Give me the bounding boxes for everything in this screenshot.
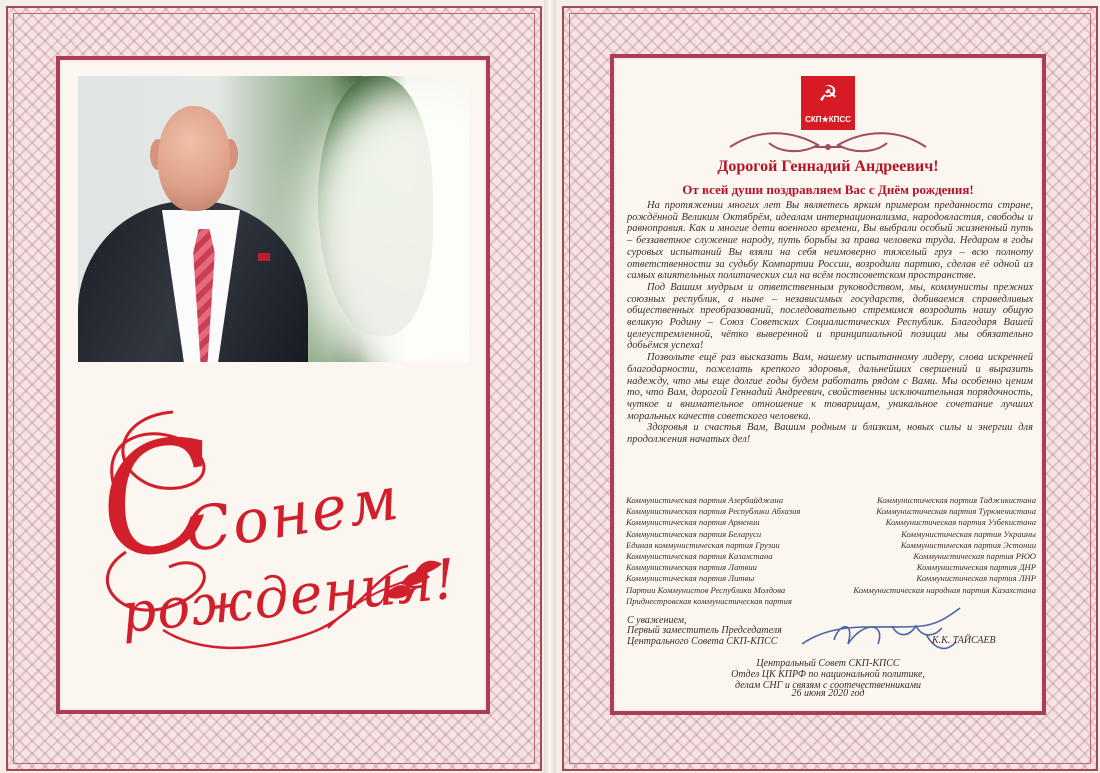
party-list-left	[626, 495, 800, 607]
card-fold-gutter	[544, 0, 556, 773]
portrait-head	[158, 106, 230, 211]
closing-text: С уважением,	[627, 615, 687, 626]
party-name: Коммунистическая партия Таджикистана	[877, 495, 1036, 505]
party-name: Коммунистическая партия Туркменистана	[876, 506, 1036, 517]
script-capital-c: С	[85, 404, 230, 596]
party-name: Коммунистическая партия Узбекистана	[885, 517, 1036, 528]
script-line-1: Сонем	[179, 463, 405, 567]
party-name: Приднестровская коммунистическая партия	[626, 595, 792, 606]
organization-block	[614, 658, 1042, 691]
party-logo-text: СКП★КПСС	[805, 115, 851, 124]
party-name: Коммунистическая партия Беларуси	[626, 528, 762, 539]
party-name: Коммунистическая партия ЛНР	[916, 573, 1036, 584]
birthday-script-greeting	[78, 404, 478, 665]
position-line: Центрального Совета СКП-КПСС	[627, 635, 778, 647]
party-name: Коммунистическая партия Азербайджана	[626, 495, 784, 505]
party-name: Коммунистическая партия Украины	[901, 528, 1036, 539]
party-name: Партии Коммунистов Республики Молдова	[626, 584, 786, 595]
signature-position-block	[627, 616, 782, 647]
party-name: Коммунистическая партия Литвы	[626, 573, 755, 584]
script-line-2: рождения!	[117, 546, 460, 646]
letter-title: Дорогой Геннадий Андреевич!	[717, 158, 939, 175]
right-inner-panel	[610, 54, 1046, 715]
lapel-badge	[258, 253, 270, 261]
letter-body	[627, 200, 1033, 446]
letter-paragraph: Под Вашим мудрым и ответственным руководством, мы, коммунисты прежних союзных республик, а ныне – независимых государств, добиваемся справедливых общественных преобразований, последовательно стремимся возродить нашу общую великую Родину – Союз Советских Социалистических Республик. Благодаря Вашей целеустремленной, чётко выверенной и принципиальной позиции мы обязательно добьёмся успеха!	[627, 281, 1033, 352]
handwritten-signature	[796, 606, 966, 660]
letter-date: 26 июня 2020 год	[791, 688, 865, 699]
party-name: Коммунистическая партия Республики Абхазия	[626, 506, 801, 517]
position-line: Первый заместитель Председателя	[627, 625, 782, 637]
party-name: Единая коммунистическая партия Грузии	[626, 539, 780, 550]
organization-line: Отдел ЦК КПРФ по национальной политике,	[731, 669, 925, 680]
letter-subtitle: От всей души поздравляем Вас с Днём рождения!	[682, 182, 974, 197]
party-name: Коммунистическая народная партия Казахстана	[853, 584, 1036, 595]
hammer-sickle-icon: ☭	[818, 81, 838, 106]
decorative-top-flourish	[722, 123, 934, 159]
party-list-right	[853, 495, 1036, 596]
organization-line: Центральный Совет СКП-КПСС	[756, 658, 900, 669]
letter-paragraph: Здоровья и счастья Вам, Вашим родным и близким, новых силы и энергии для продолжения начатых дел!	[627, 422, 1033, 446]
signer-name: К.К. ТАЙСАЕВ	[932, 635, 996, 646]
letter-paragraph: На протяжении многих лет Вы являетесь ярким примером преданности стране, рождённой Великим Октябрём, идеалам интернационализма, народовластия, свободы и равноправия. Как и многие дети военного времени, Вы выбрали особый жизненный путь – беззаветное служение народу, путь борьбы за права человека труда. Недаром в годы суровых испытаний Вы взяли на себя неимоверно тяжелый груз – всю полноту ответственности за судьбу Компартии России, возродили партию, сделав её одной из самых влиятельных политических сил на всём постсоветском пространстве.	[627, 200, 1033, 282]
party-name: Коммунистическая партия ДНР	[916, 562, 1036, 573]
left-card-page	[0, 0, 544, 773]
party-name: Коммунистическая партия Эстонии	[900, 539, 1036, 550]
letter-paragraph: Позвольте ещё раз высказать Вам, нашему испытанному лидеру, слова искренней благодарности, пожелать крепкого здоровья, дальнейших свершений и выразить надежду, что мы еще долгие годы будем работать рядом с Вами. Мы особенно ценим то, что Вам, дорогой Геннадий Андреевич, свойственны исключительная порядочность, чуткое и внимательное отношение к товарищам, уникальное сочетание лучших моральных качеств советского человека.	[627, 352, 1033, 422]
right-letter-page	[556, 0, 1100, 773]
party-name: Коммунистическая партия Латвии	[626, 562, 757, 573]
portrait-photo	[78, 76, 469, 362]
left-inner-panel	[56, 56, 490, 714]
organization-line: делам СНГ и связям с соотечественниками	[735, 680, 921, 691]
party-logo	[801, 76, 855, 130]
party-name: Коммунистическая партия Казахстана	[626, 551, 773, 562]
party-name: Коммунистическая партия Армении	[626, 517, 760, 528]
party-name: Коммунистическая партия РЮО	[913, 551, 1036, 562]
